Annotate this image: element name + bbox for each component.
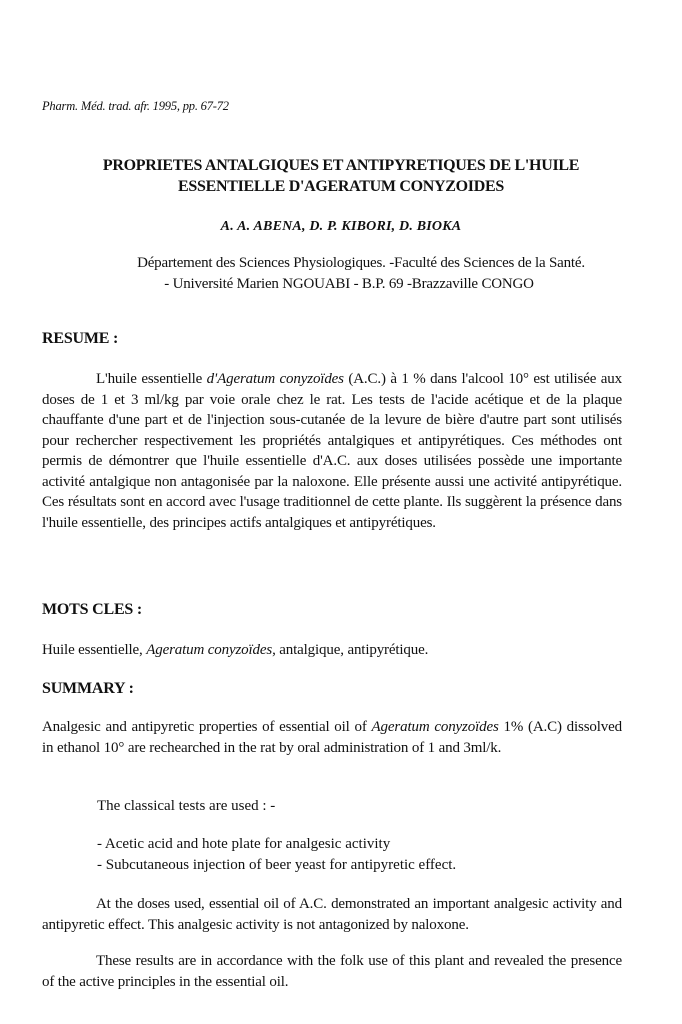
- summary-text-rest: 1% (A.C) dissolved in ethanol 10° are rechearched in the rat by oral administration of 1 and 3ml/k.: [42, 719, 622, 756]
- resume-text-rest: (A.C.) à 1 % dans l'alcool 10° est utilisée aux doses de 1 et 3 ml/kg par voie orale chez le rat. Les tests de l'acide acétique et de la plaque chauffante d'une part et de l'injection sous-cutanée de la levure de bière d'autre part sont utilisés pour rechercher respectivement les propriétés antalgiques et antipyrétiques. Ces méthodes ont permis de démontrer que l'huile essentielle d'A.C. aux doses utilisées possède une importante activité antalgique non antagonisée par la naloxone. Elle présente aussi une activité antipyrétique. Ces résultats sont en accord avec l'usage traditionnel de cette plante. Ils suggèrent la présence dans l'huile essentielle, des principes actifs antalgiques et antipyrétiques.: [42, 371, 622, 531]
- resume-paragraph: [42, 369, 622, 533]
- article-title-line-1: PROPRIETES ANTALGIQUES ET ANTIPYRETIQUES DE L'HUILE: [102, 157, 580, 174]
- authors: A. A. ABENA, D. P. KIBORI, D. BIOKA: [220, 219, 462, 234]
- keyword-rest: , antalgique, antipyrétique.: [272, 642, 429, 658]
- affiliation-line-2: - Université Marien NGOUABI - B.P. 69 -Brazzaville CONGO: [164, 276, 534, 292]
- keyword-1: Huile essentielle,: [42, 642, 147, 658]
- summary-paragraph-4: These results are in accordance with the folk use of this plant and revealed the presence of the active principles in the essential oil.: [42, 953, 622, 990]
- species-name: d'Ageratum conyzoïdes: [206, 371, 344, 387]
- keyword-species: Ageratum conyzoïdes: [146, 642, 273, 658]
- resume-heading: RESUME :: [42, 330, 119, 347]
- summary-heading: SUMMARY :: [42, 680, 134, 697]
- summary-paragraph-1: [42, 717, 622, 758]
- summary-paragraph-3: At the doses used, essential oil of A.C. demonstrated an important analgesic activity and antipyretic effect. This analgesic activity is not antagonized by naloxone.: [42, 896, 622, 933]
- article-title-line-2: ESSENTIELLE D'AGERATUM CONYZOIDES: [178, 178, 504, 195]
- summary-list-item-2: - Subcutaneous injection of beer yeast for antipyretic effect.: [97, 857, 457, 873]
- summary-paragraph-2: The classical tests are used : -: [97, 798, 276, 814]
- summary-text-start: Analgesic and antipyretic properties of essential oil of: [42, 719, 372, 735]
- keywords: [42, 640, 622, 661]
- mots-cles-heading: MOTS CLES :: [42, 601, 143, 618]
- summary-list-item-1: - Acetic acid and hote plate for analgesic activity: [97, 836, 391, 852]
- summary-species-name: Ageratum conyzoïdes: [371, 719, 499, 735]
- journal-citation: Pharm. Méd. trad. afr. 1995, pp. 67-72: [42, 99, 229, 113]
- resume-text-start: L'huile essentielle: [96, 371, 207, 387]
- affiliation-line-1: Département des Sciences Physiologiques. -Faculté des Sciences de la Santé.: [137, 255, 585, 271]
